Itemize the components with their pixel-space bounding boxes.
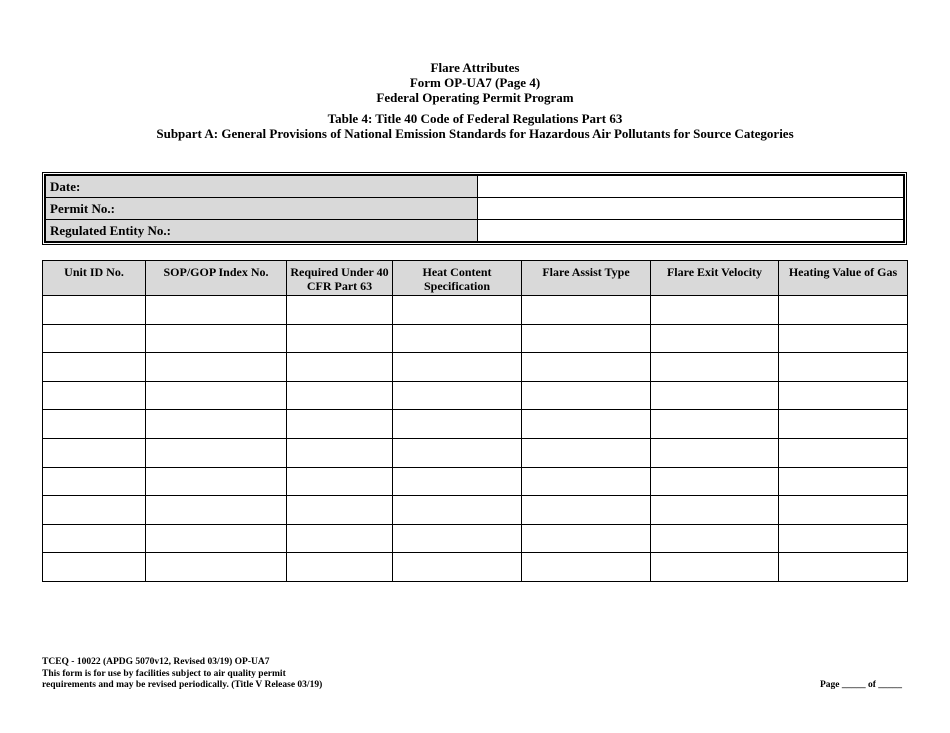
cell-sop-gop-index[interactable]: [146, 296, 287, 325]
cell-heating-value-of-gas[interactable]: [779, 438, 908, 467]
table-row: [43, 438, 908, 467]
cell-heat-content-specification[interactable]: [393, 553, 522, 582]
cell-required-under-part-63[interactable]: [287, 438, 393, 467]
cell-flare-assist-type[interactable]: [522, 353, 651, 382]
cell-unit-id[interactable]: [43, 410, 146, 439]
cell-unit-id[interactable]: [43, 496, 146, 525]
cell-unit-id[interactable]: [43, 324, 146, 353]
permit-number-field[interactable]: [478, 198, 904, 220]
cell-flare-assist-type[interactable]: [522, 524, 651, 553]
table-row: [43, 467, 908, 496]
cell-heat-content-specification[interactable]: [393, 353, 522, 382]
footer-note-1: This form is for use by facilities subject to air quality permit: [42, 668, 286, 679]
regulated-entity-field[interactable]: [478, 220, 904, 242]
header-flare-exit-velocity: Flare Exit Velocity: [651, 261, 779, 296]
cell-sop-gop-index[interactable]: [146, 496, 287, 525]
table-header-row: [43, 261, 908, 296]
cell-unit-id[interactable]: [43, 438, 146, 467]
cell-flare-assist-type[interactable]: [522, 381, 651, 410]
cell-flare-assist-type[interactable]: [522, 467, 651, 496]
cell-sop-gop-index[interactable]: [146, 524, 287, 553]
cell-heating-value-of-gas[interactable]: [779, 553, 908, 582]
cell-required-under-part-63[interactable]: [287, 381, 393, 410]
table-row: [43, 353, 908, 382]
page-number: Page _____ of _____: [819, 680, 902, 690]
header-heat-content-specification: Heat Content Specification: [393, 261, 522, 296]
header-unit-id: Unit ID No.: [43, 261, 146, 296]
cell-heat-content-specification[interactable]: [393, 467, 522, 496]
permit-number-label: Permit No.:: [46, 198, 478, 220]
cell-heating-value-of-gas[interactable]: [779, 324, 908, 353]
info-table: [42, 172, 907, 245]
form-title: Flare Attributes: [430, 60, 520, 75]
cell-unit-id[interactable]: [43, 524, 146, 553]
header-heating-value-of-gas: Heating Value of Gas: [779, 261, 908, 296]
program-name: Federal Operating Permit Program: [376, 90, 574, 105]
table-row: [43, 496, 908, 525]
cell-heating-value-of-gas[interactable]: [779, 410, 908, 439]
cell-heating-value-of-gas[interactable]: [779, 353, 908, 382]
cell-flare-assist-type[interactable]: [522, 410, 651, 439]
cell-sop-gop-index[interactable]: [146, 467, 287, 496]
cell-heat-content-specification[interactable]: [393, 524, 522, 553]
cell-sop-gop-index[interactable]: [146, 353, 287, 382]
cell-flare-exit-velocity[interactable]: [651, 467, 779, 496]
form-header: [0, 60, 950, 141]
header-sop-gop-index: SOP/GOP Index No.: [146, 261, 287, 296]
footer-note-2: requirements and may be revised periodically. (Title V Release 03/19): [42, 680, 323, 690]
cell-flare-assist-type[interactable]: [522, 296, 651, 325]
cell-required-under-part-63[interactable]: [287, 296, 393, 325]
cell-flare-exit-velocity[interactable]: [651, 296, 779, 325]
cell-flare-assist-type[interactable]: [522, 496, 651, 525]
cell-unit-id[interactable]: [43, 296, 146, 325]
cell-heating-value-of-gas[interactable]: [779, 467, 908, 496]
cell-flare-exit-velocity[interactable]: [651, 353, 779, 382]
cell-required-under-part-63[interactable]: [287, 353, 393, 382]
table-row: [43, 381, 908, 410]
regulated-entity-label: Regulated Entity No.:: [46, 220, 478, 242]
footer-form-id: TCEQ - 10022 (APDG 5070v12, Revised 03/19) OP-UA7: [42, 657, 270, 667]
form-footer: [42, 657, 322, 692]
table-row: [43, 324, 908, 353]
cell-heat-content-specification[interactable]: [393, 438, 522, 467]
cell-unit-id[interactable]: [43, 381, 146, 410]
cell-sop-gop-index[interactable]: [146, 381, 287, 410]
cell-required-under-part-63[interactable]: [287, 553, 393, 582]
header-required-under-part-63: Required Under 40 CFR Part 63: [287, 261, 393, 296]
cell-flare-exit-velocity[interactable]: [651, 553, 779, 582]
table-row: [43, 296, 908, 325]
cell-flare-exit-velocity[interactable]: [651, 381, 779, 410]
cell-unit-id[interactable]: [43, 467, 146, 496]
cell-flare-exit-velocity[interactable]: [651, 438, 779, 467]
cell-heat-content-specification[interactable]: [393, 381, 522, 410]
flare-attributes-table: [42, 260, 908, 582]
cell-flare-exit-velocity[interactable]: [651, 524, 779, 553]
cell-flare-exit-velocity[interactable]: [651, 496, 779, 525]
date-field[interactable]: [478, 176, 904, 198]
table-row: [43, 524, 908, 553]
cell-heating-value-of-gas[interactable]: [779, 496, 908, 525]
cell-flare-assist-type[interactable]: [522, 324, 651, 353]
cell-flare-assist-type[interactable]: [522, 553, 651, 582]
cell-flare-exit-velocity[interactable]: [651, 324, 779, 353]
cell-heat-content-specification[interactable]: [393, 324, 522, 353]
cell-sop-gop-index[interactable]: [146, 553, 287, 582]
cell-heating-value-of-gas[interactable]: [779, 381, 908, 410]
form-number: Form OP-UA7 (Page 4): [409, 75, 541, 90]
cell-heat-content-specification[interactable]: [393, 296, 522, 325]
cell-required-under-part-63[interactable]: [287, 324, 393, 353]
header-flare-assist-type: Flare Assist Type: [522, 261, 651, 296]
cell-unit-id[interactable]: [43, 353, 146, 382]
cell-heating-value-of-gas[interactable]: [779, 296, 908, 325]
cell-sop-gop-index[interactable]: [146, 438, 287, 467]
cell-required-under-part-63[interactable]: [287, 524, 393, 553]
cell-heating-value-of-gas[interactable]: [779, 524, 908, 553]
cell-required-under-part-63[interactable]: [287, 467, 393, 496]
cell-flare-exit-velocity[interactable]: [651, 410, 779, 439]
cell-sop-gop-index[interactable]: [146, 410, 287, 439]
table-title: Table 4: Title 40 Code of Federal Regulations Part 63: [327, 111, 623, 126]
table-row: [43, 410, 908, 439]
cell-heat-content-specification[interactable]: [393, 496, 522, 525]
date-label: Date:: [46, 176, 478, 198]
cell-unit-id[interactable]: [43, 553, 146, 582]
cell-required-under-part-63[interactable]: [287, 410, 393, 439]
cell-flare-assist-type[interactable]: [522, 438, 651, 467]
cell-heat-content-specification[interactable]: [393, 410, 522, 439]
cell-required-under-part-63[interactable]: [287, 496, 393, 525]
table-row: [43, 553, 908, 582]
table-subtitle: Subpart A: General Provisions of National Emission Standards for Hazardous Air Pollutants for Source Categories: [156, 126, 794, 141]
cell-sop-gop-index[interactable]: [146, 324, 287, 353]
